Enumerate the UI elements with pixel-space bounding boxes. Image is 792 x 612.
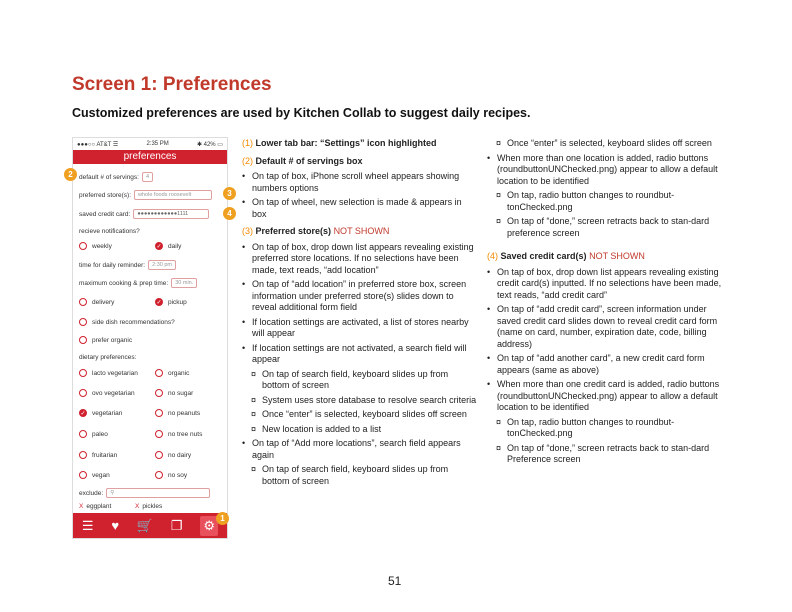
- cook-label: maximum cooking & prep time:: [79, 279, 169, 287]
- store-dropdown[interactable]: whole foods roosevelt: [134, 190, 212, 200]
- pages-icon[interactable]: ❐: [170, 517, 183, 533]
- sub-bullet: ¤ On tap, radio button changes to roundbut-tonChecked.png: [487, 417, 723, 440]
- diet-option[interactable]: [79, 409, 122, 417]
- diet-label: fruitarian: [92, 451, 118, 459]
- section-heading: (4) Saved credit card(s) NOT SHOWN: [487, 251, 645, 261]
- bullet: • On tap of box, drop down list appears revealing existing credit card(s) inputted. If no selections have been made, text reads, “add credit card”: [487, 267, 723, 302]
- bullet: • On tap of “add credit card”, screen information under saved credit card slides down to reveal credit card form (name on card, number, expiration date, code, billing address): [487, 304, 723, 350]
- diet-label: no soy: [168, 471, 188, 479]
- radio-unchecked-icon: [79, 430, 87, 438]
- side-dish-label: side dish recommendations?: [92, 318, 175, 326]
- radio-unchecked-icon: [79, 318, 87, 326]
- store-label: preferred store(s):: [79, 191, 132, 199]
- diet-option[interactable]: [155, 369, 189, 377]
- radio-unchecked-icon: [155, 471, 163, 479]
- side-dish-option[interactable]: [79, 318, 175, 326]
- radio-unchecked-icon: [155, 369, 163, 377]
- diet-label: lacto vegetarian: [92, 369, 138, 377]
- reminder-label: time for daily reminder:: [79, 261, 146, 269]
- bullet: • On tap of “Add more locations”, search field appears again: [242, 438, 478, 461]
- menu-icon[interactable]: ☰: [81, 517, 94, 533]
- exclude-label: exclude:: [79, 489, 104, 497]
- diet-label: no tree nuts: [168, 430, 203, 438]
- exclude-search-input[interactable]: [106, 488, 210, 498]
- radio-unchecked-icon: [79, 369, 87, 377]
- sub-bullet: ¤ On tap of search field, keyboard slides up from bottom of screen: [242, 369, 478, 392]
- diet-label: vegetarian: [92, 409, 123, 417]
- remove-icon[interactable]: X: [135, 503, 140, 510]
- bullet: • On tap of box, iPhone scroll wheel appears showing numbers options: [242, 171, 478, 194]
- servings-input[interactable]: 4: [142, 172, 153, 182]
- bullet: • If location settings are activated, a list of stores nearby will appear: [242, 317, 478, 340]
- diet-option[interactable]: [155, 389, 193, 397]
- exclude-chip-label: eggplant: [86, 503, 112, 510]
- weekly-option[interactable]: [79, 242, 112, 250]
- radio-unchecked-icon: [155, 409, 163, 417]
- status-bar: [73, 138, 227, 150]
- section-heading: (3) Preferred store(s) NOT SHOWN: [242, 226, 390, 236]
- radio-unchecked-icon: [155, 451, 163, 459]
- notif-label: recieve notifications?: [79, 228, 140, 235]
- diet-option[interactable]: [155, 430, 202, 438]
- sub-bullet: ¤ On tap of “done,” screen retracts back to stan-dard preference screen: [487, 216, 723, 239]
- sub-bullet: ¤ On tap of search field, keyboard slides up from bottom of screen: [242, 464, 478, 487]
- notes-column-2: [487, 138, 723, 469]
- radio-unchecked-icon: [79, 298, 87, 306]
- radio-unchecked-icon: [79, 389, 87, 397]
- sub-bullet: ¤ On tap, radio button changes to roundbut-tonChecked.png: [487, 190, 723, 213]
- diet-label: ovo vegetarian: [92, 389, 135, 397]
- cook-input[interactable]: 30 min.: [171, 278, 197, 288]
- diet-option[interactable]: [155, 451, 191, 459]
- diet-option[interactable]: [79, 369, 138, 377]
- section-heading: (2) Default # of servings box: [242, 155, 363, 166]
- radio-checked-icon: ✓: [80, 411, 86, 417]
- exclude-chip[interactable]: [135, 503, 162, 510]
- delivery-label: delivery: [92, 298, 115, 306]
- phone-mockup: [72, 137, 228, 539]
- diet-label: vegan: [92, 471, 110, 479]
- exclude-chip-label: pickles: [142, 503, 163, 510]
- radio-unchecked-icon: [155, 430, 163, 438]
- servings-label: default # of servings:: [79, 173, 139, 181]
- diet-label: paleo: [92, 430, 108, 438]
- diet-label: organic: [168, 369, 190, 377]
- diet-option[interactable]: [155, 409, 200, 417]
- radio-checked-icon: ✓: [156, 244, 162, 250]
- radio-unchecked-icon: [79, 471, 87, 479]
- callout-badge-3: 3: [223, 187, 236, 200]
- tab-bar: [73, 513, 227, 538]
- diet-option[interactable]: [155, 471, 187, 479]
- radio-checked-icon: ✓: [156, 300, 162, 306]
- bullet: • When more than one location is added, radio buttons (roundbuttonUNChecked.png) appear to allow a default location to be identified: [487, 153, 723, 188]
- bullet: • On tap of “add another card”, a new credit card form appears (same as above): [487, 353, 723, 376]
- bullet: • If location settings are not activated, a search field will appear: [242, 343, 478, 366]
- remove-icon[interactable]: X: [79, 503, 84, 510]
- radio-unchecked-icon: [79, 451, 87, 459]
- diet-option[interactable]: [79, 451, 117, 459]
- reminder-input[interactable]: 2:30 pm: [148, 260, 176, 270]
- card-label: saved credit card:: [79, 210, 131, 218]
- sub-bullet: ¤ Once “enter” is selected, keyboard slides off screen: [242, 409, 478, 421]
- radio-unchecked-icon: [79, 336, 87, 344]
- sub-bullet: ¤ System uses store database to resolve search criteria: [242, 395, 478, 407]
- servings-row: [79, 172, 153, 182]
- exclude-chip[interactable]: [79, 503, 111, 510]
- callout-badge-2: 2: [64, 168, 77, 181]
- diet-label: no peanuts: [168, 409, 201, 417]
- carrier-signal: ●●●○○ AT&T ☰: [77, 141, 119, 148]
- callout-badge-1: 1: [216, 512, 229, 525]
- diet-option[interactable]: [79, 471, 110, 479]
- diet-option[interactable]: [79, 389, 135, 397]
- settings-gear-icon[interactable]: ⚙: [200, 516, 218, 536]
- pickup-label: pickup: [168, 298, 187, 306]
- battery-status: ✱ 42% ▭: [196, 141, 223, 148]
- daily-option[interactable]: [155, 242, 181, 250]
- search-icon: ⚲: [110, 490, 115, 496]
- bullet: • On tap of “add location” in preferred store box, screen information under preferred store(s) slides down to reveal additional form field: [242, 279, 478, 314]
- organic-option[interactable]: [79, 336, 132, 344]
- pickup-option[interactable]: [155, 298, 187, 306]
- bullet: • On tap of wheel, new selection is made & appears in box: [242, 197, 478, 220]
- reminder-row: [79, 260, 176, 270]
- card-dropdown[interactable]: ●●●●●●●●●●●●1111: [133, 209, 209, 219]
- exclude-row: [79, 488, 210, 498]
- dietary-label: dietary preferences:: [79, 354, 137, 361]
- bullet: • When more than one credit card is added, radio buttons (roundbuttonUNChecked.png) appear to allow a default location to be identified: [487, 379, 723, 414]
- notes-column-1: [242, 138, 478, 490]
- diet-label: no sugar: [168, 389, 194, 397]
- heart-icon[interactable]: ♥: [111, 518, 120, 533]
- cart-icon[interactable]: 🛒: [136, 517, 154, 533]
- delivery-option[interactable]: [79, 298, 114, 306]
- page-subtitle: Customized preferences are used by Kitchen Collab to suggest daily recipes.: [72, 106, 531, 120]
- nav-title: preferences: [73, 150, 227, 164]
- status-time: 2:35 PM: [146, 141, 169, 147]
- bullet: • On tap of box, drop down list appears revealing existing preferred store locations. If no selections have been made, text reads, “add location”: [242, 242, 478, 277]
- radio-unchecked-icon: [79, 242, 87, 250]
- cook-row: [79, 278, 197, 288]
- card-row: [79, 209, 209, 219]
- sub-bullet: ¤ On tap of “done,” screen retracts back to stan-dard Preference screen: [487, 443, 723, 466]
- organic-label: prefer organic: [92, 336, 133, 344]
- callout-badge-4: 4: [223, 207, 236, 220]
- page-number: 51: [388, 574, 402, 588]
- weekly-label: weekly: [92, 242, 112, 250]
- section-heading: (1) Lower tab bar: “Settings” icon highlighted: [242, 138, 437, 148]
- diet-option[interactable]: [79, 430, 108, 438]
- radio-unchecked-icon: [155, 389, 163, 397]
- page-title: Screen 1: Preferences: [72, 74, 272, 95]
- diet-label: no dairy: [168, 451, 192, 459]
- sub-bullet: ¤ New location is added to a list: [242, 424, 478, 436]
- store-row: [79, 190, 212, 200]
- sub-bullet: ¤ Once “enter” is selected, keyboard slides off screen: [487, 138, 723, 150]
- daily-label: daily: [168, 242, 182, 250]
